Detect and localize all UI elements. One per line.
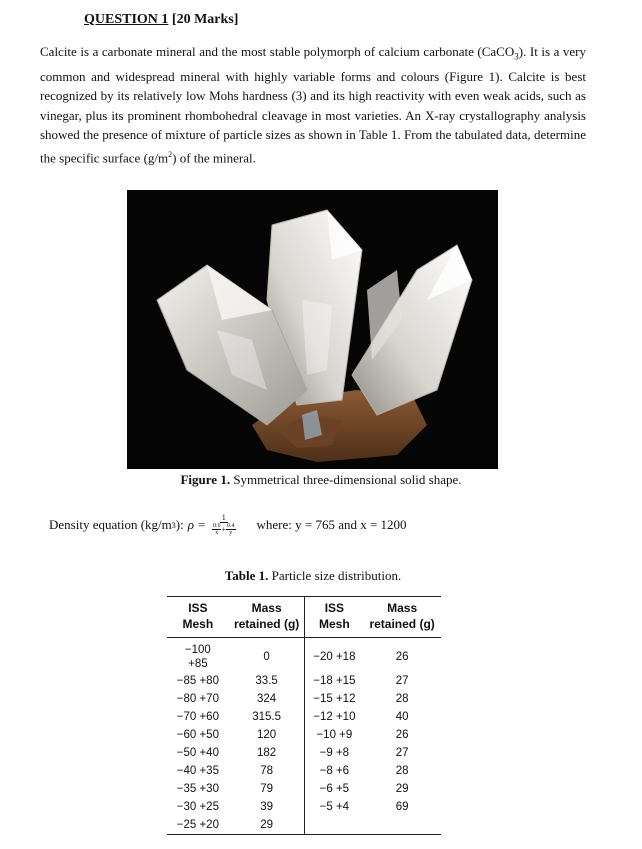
- term2-denominator: y: [229, 530, 233, 536]
- mass-cell: [363, 816, 441, 835]
- density-symbol: ρ =: [187, 517, 206, 532]
- density-fraction: [212, 514, 236, 536]
- table-row: [167, 690, 441, 708]
- mesh-cell: −100 +85: [184, 644, 211, 670]
- question-heading: [84, 12, 238, 28]
- mesh-cell: −30 +25: [176, 801, 219, 813]
- particle-size-table: [167, 596, 441, 835]
- mass-cell: 27: [395, 675, 409, 687]
- term1-numerator: 0.6: [212, 523, 221, 529]
- mesh-cell: −60 +50: [176, 729, 219, 741]
- mass-cell: 39: [229, 798, 305, 816]
- density-unit-superscript: 3: [171, 520, 176, 530]
- mass-cell: 0: [229, 638, 305, 673]
- table-row: [167, 816, 441, 835]
- mesh-cell: −8 +6: [319, 765, 350, 777]
- table-row: [167, 726, 441, 744]
- table-row: [167, 744, 441, 762]
- mesh-cell: −15 +12: [313, 693, 356, 705]
- density-where-text: where: y = 765 and x = 1200: [256, 517, 407, 532]
- table-row: [167, 798, 441, 816]
- table-row: [167, 672, 441, 690]
- mass-cell: 29: [229, 816, 305, 835]
- formula-subscript: 3: [514, 51, 519, 62]
- calcite-crystal-photo: [127, 190, 498, 469]
- mesh-cell: [305, 816, 363, 835]
- mesh-cell: −12 +10: [313, 711, 356, 723]
- mesh-cell: −40 +35: [176, 765, 219, 777]
- table-header-row: [167, 597, 441, 638]
- mesh-cell: −85 +80: [176, 675, 219, 687]
- mesh-cell: −35 +30: [176, 783, 219, 795]
- mass-cell: 33.5: [229, 672, 305, 690]
- mass-cell: 40: [395, 711, 409, 723]
- figure-label: Figure 1.: [180, 472, 231, 487]
- question-marks: [20 Marks]: [171, 12, 239, 27]
- fraction-numerator: 1: [221, 513, 226, 522]
- mass-cell: 69: [395, 801, 409, 813]
- mesh-cell: −6 +5: [319, 783, 350, 795]
- header-iss-mesh-2: ISS Mesh: [305, 597, 363, 638]
- paragraph-text-2: ). It is a very common and widespread mineral with highly variable forms and colours (Figure 1). Calcite is best recognized by its relatively low Mohs hardness (3) and its high reactivity with even weak acids, such as vinegar, plus its prominent rhombohedral cleavage in most varieties. An X-ray crystallography analysis showed the presence of mixture of particle sizes as shown in Table 1. From the tabulated data, determine the specific surface (g/m: [40, 44, 587, 165]
- mass-cell: 28: [395, 693, 409, 705]
- mass-cell: 28: [395, 765, 409, 777]
- term2-numerator: 0.4: [227, 523, 235, 529]
- mesh-cell: −10 +9: [316, 729, 353, 741]
- term2-fraction: [226, 523, 236, 536]
- mesh-cell: −70 +60: [176, 711, 219, 723]
- mesh-cell: −20 +18: [313, 651, 356, 663]
- mass-cell: 26: [395, 651, 409, 663]
- paragraph-text-3: ) of the mineral.: [172, 149, 256, 165]
- mass-cell: 324: [229, 690, 305, 708]
- table-caption-text: Particle size distribution.: [271, 568, 402, 583]
- question-paragraph: [40, 42, 586, 167]
- mass-cell: 26: [395, 729, 409, 741]
- figure-caption: [0, 472, 642, 488]
- mesh-cell: −50 +40: [176, 747, 219, 759]
- mesh-cell: −5 +4: [319, 801, 350, 813]
- term1-denominator: x: [215, 530, 219, 536]
- question-title: QUESTION 1: [84, 12, 169, 27]
- mass-cell: 79: [229, 780, 305, 798]
- unit-superscript: 2: [168, 149, 173, 159]
- mesh-cell: −18 +15: [313, 675, 356, 687]
- table-caption: [0, 568, 626, 584]
- header-mass-retained-2: Mass retained (g): [363, 597, 441, 638]
- mass-cell: 315.5: [229, 708, 305, 726]
- table-label: Table 1.: [224, 568, 269, 583]
- mass-cell: 78: [229, 762, 305, 780]
- table-row: [167, 780, 441, 798]
- table-row: [167, 762, 441, 780]
- mass-cell: 182: [229, 744, 305, 762]
- figure-caption-text: Symmetrical three-dimensional solid shape.: [233, 472, 462, 487]
- table-row: [167, 638, 441, 673]
- mesh-cell: −9 +8: [319, 747, 350, 759]
- header-iss-mesh-1: ISS Mesh: [167, 597, 229, 638]
- mesh-cell: −25 +20: [167, 816, 229, 835]
- term1-fraction: [212, 523, 222, 536]
- mass-cell: 27: [395, 747, 409, 759]
- header-mass-retained-1: Mass retained (g): [229, 597, 305, 638]
- plus-sign: +: [221, 524, 226, 534]
- paragraph-text-1: Calcite is a carbonate mineral and the most stable polymorph of calcium carbonate (CaCO: [40, 44, 515, 59]
- fraction-denominator: [212, 523, 236, 536]
- mass-cell: 120: [229, 726, 305, 744]
- density-label-end: ):: [175, 517, 184, 532]
- mass-cell: 29: [395, 783, 409, 795]
- density-equation: [49, 514, 407, 536]
- density-label: Density equation (kg/m: [49, 517, 172, 532]
- table-row: [167, 708, 441, 726]
- mesh-cell: −80 +70: [176, 693, 219, 705]
